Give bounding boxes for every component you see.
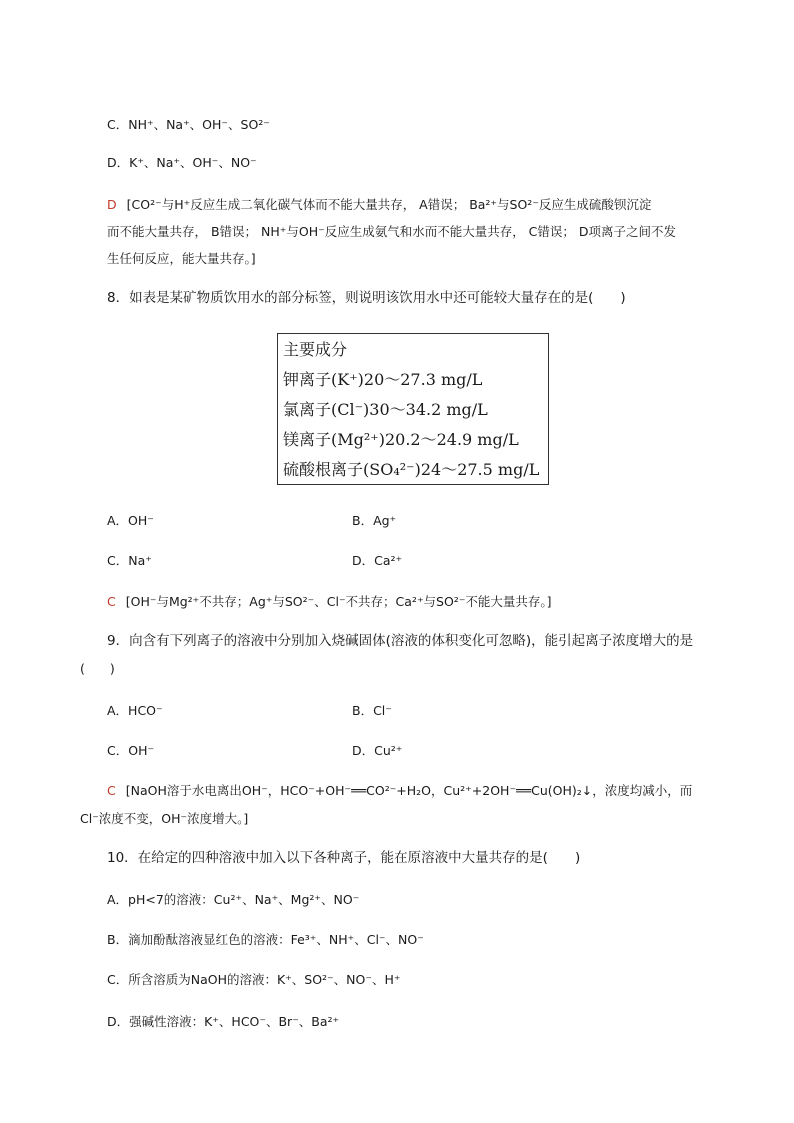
q8-option-d: D．Ca²⁺ bbox=[352, 553, 403, 568]
table-row-sulfate: 硫酸根离子(SO₄²⁻)24～27.5 mg/L bbox=[283, 460, 540, 479]
q7-option-c: C．NH⁺、Na⁺、OH⁻、SO²⁻ bbox=[107, 117, 270, 132]
q10-option-d: D．强碱性溶液：K⁺、HCO⁻、Br⁻、Ba²⁺ bbox=[107, 1014, 340, 1029]
q10-option-a: A．pH<7的溶液：Cu²⁺、Na⁺、Mg²⁺、NO⁻ bbox=[107, 892, 360, 907]
table-title: 主要成分 bbox=[283, 340, 348, 359]
q9-option-d: D．Cu²⁺ bbox=[352, 743, 403, 758]
q7-option-d: D．K⁺、Na⁺、OH⁻、NO⁻ bbox=[107, 155, 257, 170]
q9-explanation-line-1 bbox=[107, 783, 692, 799]
q7-explanation-text: [CO²⁻与H⁺反应生成二氧化碳气体而不能大量共存， A错误； Ba²⁺与SO²⁻反应生成硫酸钡沉淀 bbox=[126, 197, 652, 212]
q9-stem-line-2: ( ) bbox=[80, 661, 115, 676]
q8-explanation bbox=[107, 594, 552, 610]
q8-stem: 8．如表是某矿物质饮用水的部分标签，则说明该饮用水中还可能较大量存在的是( ) bbox=[107, 290, 626, 306]
table-row-chloride: 氯离子(Cl⁻)30～34.2 mg/L bbox=[283, 400, 488, 419]
q7-explanation-line-2: 而不能大量共存， B错误； NH⁺与OH⁻反应生成氨气和水而不能大量共存， C错误； D项离子之间不发 bbox=[107, 224, 677, 239]
q8-option-b: B．Ag⁺ bbox=[352, 513, 397, 528]
q9-option-a: A．HCO⁻ bbox=[107, 703, 163, 718]
q9-option-b: B．Cl⁻ bbox=[352, 703, 392, 718]
q10-stem: 10．在给定的四种溶液中加入以下各种离子，能在原溶液中大量共存的是( ) bbox=[107, 850, 581, 866]
q8-explanation-text: [OH⁻与Mg²⁺不共存；Ag⁺与SO²⁻、Cl⁻不共存；Ca²⁺与SO²⁻不能大量共存。] bbox=[125, 594, 552, 609]
q8-option-c: C．Na⁺ bbox=[107, 553, 152, 568]
q8-option-a: A．OH⁻ bbox=[107, 513, 154, 528]
q9-answer-letter: C bbox=[107, 783, 116, 798]
q10-option-b: B．滴加酚酞溶液显红色的溶液：Fe³⁺、NH⁺、Cl⁻、NO⁻ bbox=[107, 932, 424, 947]
q9-option-c: C．OH⁻ bbox=[107, 743, 155, 758]
q9-explanation-text: [NaOH溶于水电离出OH⁻，HCO⁻+OH⁻══CO²⁻+H₂O，Cu²⁺+2OH⁻══Cu(OH)₂↓，浓度均减小，而 bbox=[125, 783, 693, 798]
q9-stem-line-1: 9．向含有下列离子的溶液中分别加入烧碱固体(溶液的体积变化可忽略)，能引起离子浓度增大的是 bbox=[107, 633, 694, 649]
mineral-water-label-table bbox=[277, 333, 549, 485]
q10-option-c: C．所含溶质为NaOH的溶液：K⁺、SO²⁻、NO⁻、H⁺ bbox=[107, 972, 401, 987]
table-row-magnesium: 镁离子(Mg²⁺)20.2～24.9 mg/L bbox=[283, 430, 519, 449]
q7-answer-letter: D bbox=[107, 197, 117, 212]
q8-answer-letter: C bbox=[107, 594, 116, 609]
q7-explanation-line-3: 生任何反应，能大量共存。] bbox=[107, 251, 256, 266]
q7-explanation-line-1 bbox=[107, 197, 651, 213]
q9-explanation-line-2: Cl⁻浓度不变，OH⁻浓度增大。] bbox=[80, 811, 249, 826]
table-row-potassium: 钾离子(K⁺)20～27.3 mg/L bbox=[283, 370, 483, 389]
